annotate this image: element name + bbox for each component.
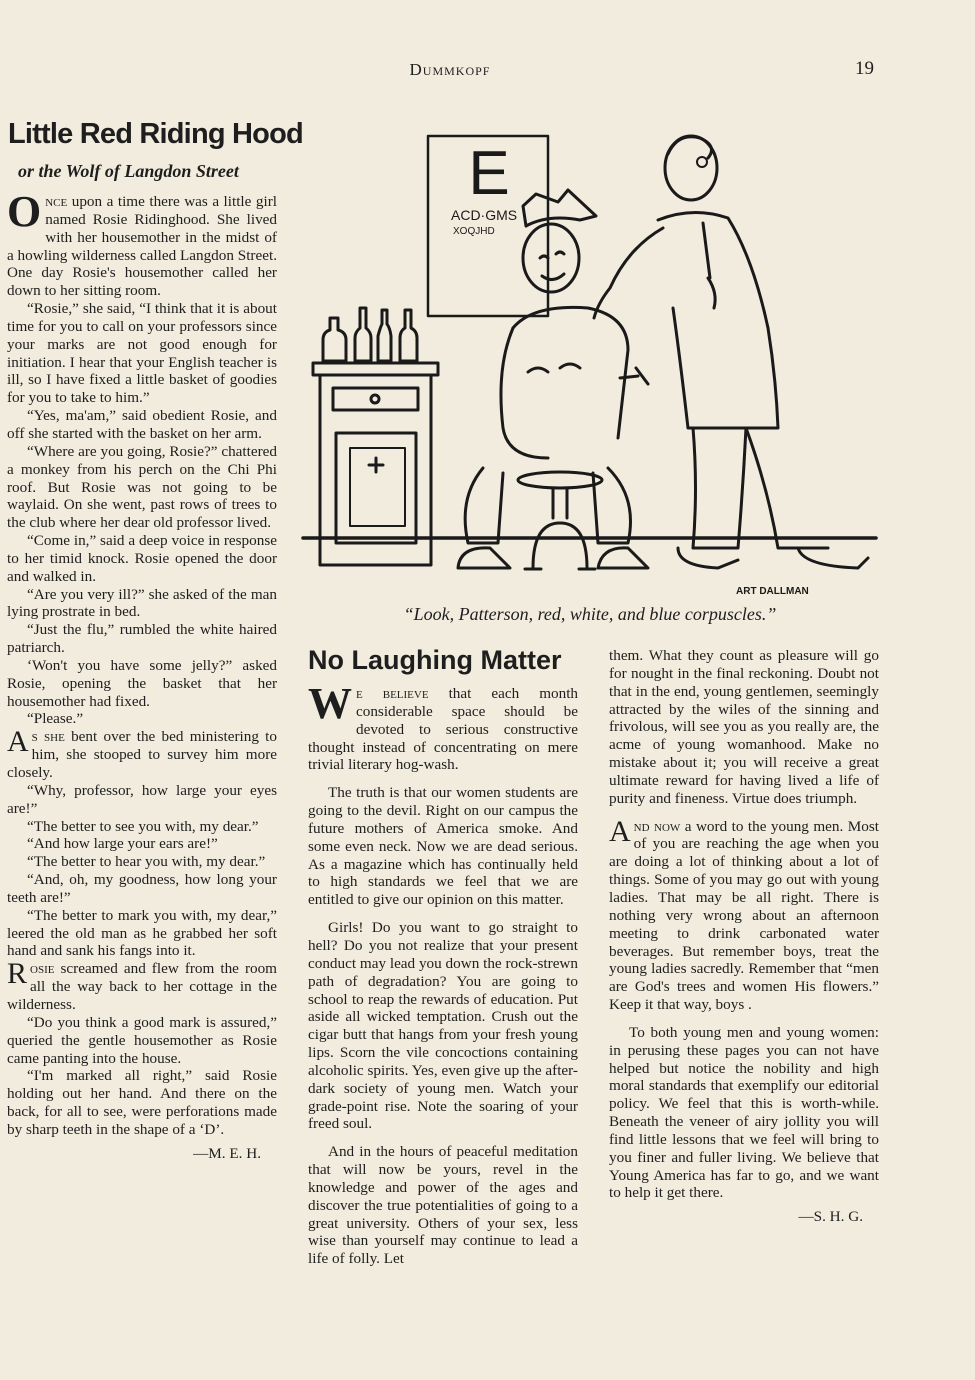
running-head: Dummkopf bbox=[409, 60, 491, 79]
paragraph: “And how large your ears are!” bbox=[27, 835, 218, 853]
paragraph: them. What they count as pleasure will go for nought in the final reckoning. Doubt not that in the end, young gentlemen, seemingly attracted by the wiles of the sinning and frivolous, will see you as you really are, the acme of young womanhood. Make no mistake about it; you will receive a great ultimate reward for having lived a life of purity and fineness. Virtue does triumph. bbox=[609, 647, 879, 807]
paragraph: And in the hours of peaceful meditation that will now be yours, revel in the knowledge and power of the ages and discover the true potentialities of going to a great university. Others of your sex, less wise than yourself may continue to lead a life of folly. Let bbox=[308, 1143, 578, 1268]
paragraph: “The better to hear you with, my dear.” bbox=[27, 853, 266, 871]
drop-cap: A bbox=[609, 814, 631, 848]
artist-signature: ART DALLMAN bbox=[736, 586, 809, 597]
paragraph: ‘Won't you have some jelly?” asked Rosie, opening the basket that her housemother had fixed. bbox=[7, 656, 277, 710]
eye-chart-letter: E bbox=[468, 139, 510, 208]
paragraph: To both young men and young women: in perusing these pages you can not have helped but notice the nobility and high moral standards that exemplify our editorial policy. We feel that this is worth-while. Beneath the veneer of airy jollity you will find little lessons that we feel will bring to you finer and fuller living. We believe that Young America has far to go, and we want to help it get there. bbox=[609, 1023, 879, 1202]
eye-chart-row: XOQJHD bbox=[453, 226, 495, 237]
paragraph: “The better to see you with, my dear.” bbox=[27, 817, 259, 835]
paragraph: “Come in,” said a deep voice in response to her timid knock. Rosie opened the door and walked in. bbox=[7, 532, 277, 585]
editorial-title: No Laughing Matter bbox=[308, 645, 562, 675]
paragraph: “The better to mark you with, my dear,” leered the old man as he grabbed her soft hand and sank his fangs into it. bbox=[7, 906, 277, 960]
paragraph: The truth is that our women students are going to the devil. Right on our campus the future mothers of America smoke. And some even neck. Now we are dead serious. As a magazine which has continually held to high standards we feel that we are entitled to give our opinion on this matter. bbox=[308, 784, 578, 909]
page-number: 19 bbox=[855, 58, 874, 79]
editorial-column-2 bbox=[609, 647, 879, 1226]
cartoon-caption: “Look, Patterson, red, white, and blue corpuscles.” bbox=[403, 604, 777, 624]
paragraph: “Where are you going, Rosie?” chattered a monkey from his perch on the Chi Phi roof. But Rosie was not going to be waylaid. On she went, past rows of trees to the club where her dear old professor lived. bbox=[7, 442, 277, 532]
story-subtitle: or the Wolf of Langdon Street bbox=[18, 161, 239, 181]
drop-cap: O bbox=[7, 187, 42, 236]
paragraph: And now a word to the young men. Most of you are reaching the age when you are doing a lot of thinking about a lot of things. Some of you may go out with young ladies. That may be all right. There is nothing very wrong about an afternoon meeting to drink carbonated water beverages. But remember boys, treat the young ladies sacredly. Remember that “men are God's trees and women His flowers.” Keep it that way, boys . bbox=[609, 814, 879, 1014]
signature: —M. E. H. bbox=[193, 1144, 261, 1162]
paragraph: “Just the flu,” rumbled the white haired patriarch. bbox=[7, 621, 277, 657]
editorial-column-1 bbox=[308, 679, 579, 1268]
story-column-1 bbox=[7, 187, 277, 1163]
story-title: Little Red Riding Hood bbox=[8, 118, 303, 150]
drop-cap: W bbox=[308, 679, 352, 728]
paragraph: “Do you think a good mark is assured,” queried the gentle housemother as Rosie came panting into the house. bbox=[7, 1013, 277, 1067]
bottles bbox=[323, 308, 417, 361]
paragraph: “I'm marked all right,” said Rosie holding out her hand. And there on the back, for all to see, were perforations made by sharp teeth in the shape of a ‘D’. bbox=[7, 1067, 277, 1138]
paragraph: “Yes, ma'am,” said obedient Rosie, and off she started with the basket on her arm. bbox=[7, 407, 277, 442]
signature: —S. H. G. bbox=[798, 1208, 863, 1226]
standing-doctor bbox=[594, 136, 868, 568]
paragraph: Girls! Do you want to go straight to hell? Do you not realize that your present conduct may lead you down the rock-strewn path of degradation? You are going to school to reap the rewards of education. Put aside all wicked temptation. Crush out the cigar butt that hangs from your fresh young lips. Scorn the vile concoctions containing alcoholic spirits. Yes, even give up the after-dark society of young men. Watch your grade-point rise. Note the soaring of your freed soul. bbox=[308, 919, 578, 1133]
cartoon-illustration bbox=[298, 128, 880, 606]
medicine-cabinet bbox=[313, 363, 438, 565]
stool bbox=[518, 472, 602, 569]
paragraph: “Why, professor, how large your eyes are!” bbox=[7, 781, 277, 817]
paragraph: “And, oh, my goodness, how long your teeth are!” bbox=[7, 871, 277, 906]
paragraph: We believe that each month considerable space should be devoted to serious constructive thought instead of concentrating on mere trivial literary hog-wash. bbox=[308, 679, 579, 774]
paragraph: “Please.” bbox=[27, 710, 84, 728]
eye-chart-row: ACD·GMS bbox=[451, 207, 518, 223]
paragraph: Once upon a time there was a little girl named Rosie Ridinghood. She lived with her housemother in the midst of a howling wilderness called Langdon Street. One day Rosie's housemother called her down to her sitting room. bbox=[7, 187, 277, 300]
drop-cap: A bbox=[7, 725, 29, 759]
paragraph: As she bent over the bed ministering to him, she stooped to survey him more closely. bbox=[7, 725, 277, 781]
paragraph: “Rosie,” she said, “I think that it is about time for you to call on your professors since your marks are not good enough for initiation. I hear that your English teacher is ill, so I have fixed a little basket of goodies for you to take to him.” bbox=[7, 300, 277, 407]
paragraph: Rosie screamed and flew from the room all the way back to her cottage in the wilderness. bbox=[7, 957, 277, 1013]
paragraph: “Are you very ill?” she asked of the man lying prostrate in bed. bbox=[7, 585, 277, 621]
drop-cap: R bbox=[7, 957, 28, 991]
